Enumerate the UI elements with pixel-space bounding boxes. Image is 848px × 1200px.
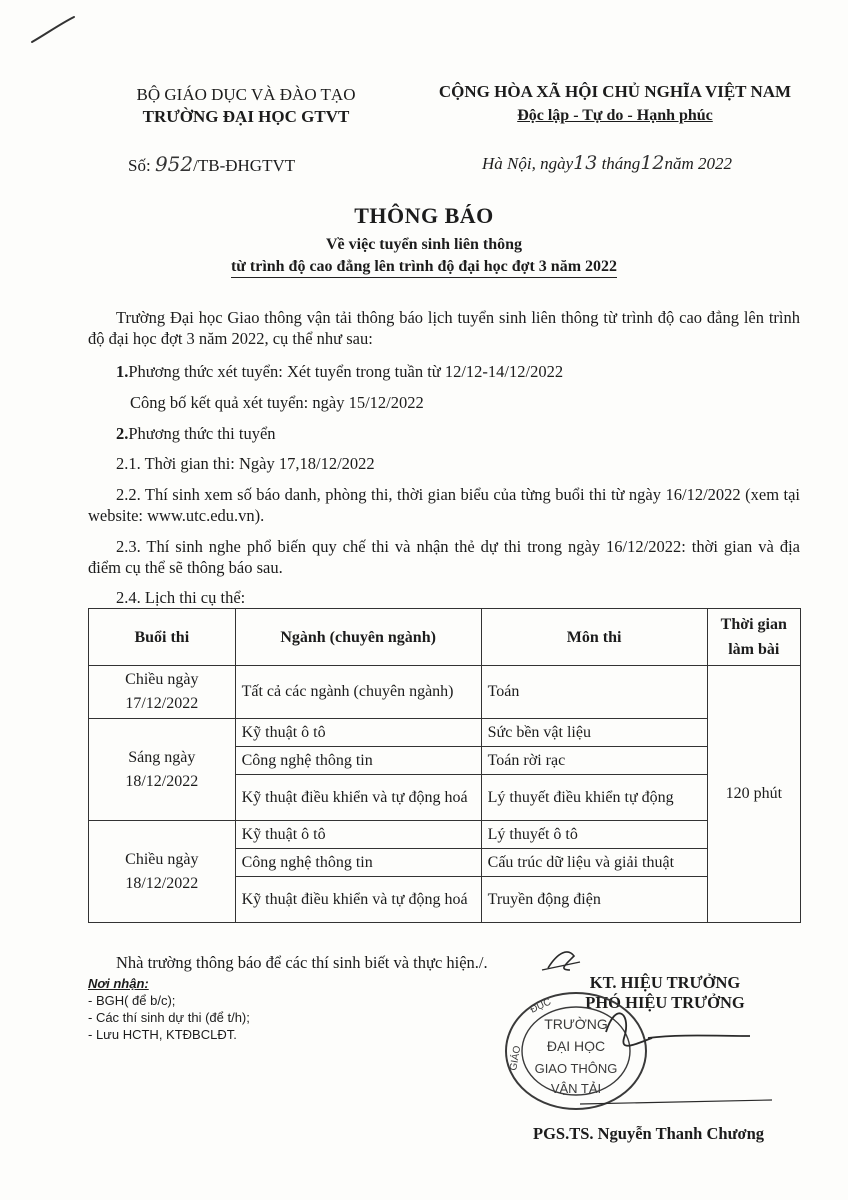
subject-cell: Toán [481,666,707,719]
table-row [89,821,801,849]
recipients-block [88,975,250,1043]
ministry-name: BỘ GIÁO DỤC VÀ ĐÀO TẠO [136,85,356,104]
item-1-result: Công bố kết quả xét tuyển: ngày 15/12/2022 [130,393,424,412]
table-header-row [89,609,801,666]
recipient-item: - Lưu HCTH, KTĐBCLĐT. [88,1027,237,1042]
major-cell: Kỹ thuật ô tô [235,821,481,849]
svg-text:VẬN TẢI: VẬN TẢI [550,1081,602,1096]
exam-schedule-table [88,608,801,923]
date-month: 12 [640,152,665,174]
subject-cell: Sức bền vật liệu [481,719,707,747]
subject-cell: Cấu trúc dữ liệu và giải thuật [481,849,707,877]
item-2-text: Phương thức thi tuyển [128,424,276,443]
intro-paragraph: Trường Đại học Giao thông vận tải thông báo lịch tuyển sinh liên thông từ trình độ cao đẳng lên trình độ đại học đợt 3 năm 2022, cụ thể như sau: [88,308,800,348]
col-header-subject: Môn thi [481,609,707,666]
svg-text:GIÁO: GIÁO [508,1044,524,1072]
document-subtitle-2 [0,258,848,276]
date-place: Hà Nội, ngày [482,154,574,173]
duration-cell: 120 phút [707,666,800,923]
item-2-number: 2. [116,424,129,443]
svg-text:ĐẠI HỌC: ĐẠI HỌC [546,1038,606,1054]
table-row [89,666,801,719]
major-cell: Kỹ thuật điều khiển và tự động hoá [235,775,481,821]
svg-text:GIAO THÔNG: GIAO THÔNG [534,1061,618,1076]
date-month-label: tháng [601,154,641,173]
item-1 [116,362,563,382]
university-name: TRƯỜNG ĐẠI HỌC GTVT [142,107,350,126]
document-number [128,152,295,176]
item-2-3: 2.3. Thí sinh nghe phổ biến quy chế thi và nhận thẻ dự thi trong ngày 16/12/2022: thời gian và địa điểm cụ thể sẽ thông báo sau. [88,537,800,577]
doc-no-prefix: Số: [128,156,151,175]
item-1-number: 1. [116,362,129,381]
recipient-item: - Các thí sinh dự thi (để t/h); [88,1010,250,1025]
national-heading [420,80,810,128]
handwritten-signature [540,940,800,1130]
date-year: năm 2022 [664,154,733,173]
subject-cell: Lý thuyết điều khiển tự động [481,775,707,821]
recipients-label: Nơi nhận: [88,976,149,991]
item-1-text: Phương thức xét tuyển: Xét tuyển trong tuần từ 12/12-14/12/2022 [128,362,564,381]
major-cell: Tất cả các ngành (chuyên ngành) [235,666,481,719]
date-day: 13 [573,152,598,174]
signature-line-1: KT. HIỆU TRƯỞNG [589,973,741,992]
doc-no-handwritten: 952 [154,152,194,176]
col-header-major: Ngành (chuyên ngành) [235,609,481,666]
subtitle-2-text: từ trình độ cao đẳng lên trình độ đại học đợt 3 năm 2022 [231,258,617,278]
signature-line-2: PHÓ HIỆU TRƯỞNG [585,993,745,1012]
major-cell: Kỹ thuật điều khiển và tự động hoá [235,877,481,923]
subject-cell: Lý thuyết ô tô [481,821,707,849]
subject-cell: Truyền động điện [481,877,707,923]
svg-text:TRƯỜNG: TRƯỜNG [544,1016,608,1032]
item-2 [116,424,276,444]
item-2-4: 2.4. Lịch thi cụ thể: [116,588,246,607]
major-cell: Công nghệ thông tin [235,849,481,877]
subject-cell: Toán rời rạc [481,747,707,775]
closing-sentence: Nhà trường thông báo để các thí sinh biết và thực hiện./. [116,953,488,972]
issue-date [482,152,732,174]
document-title: THÔNG BÁO [354,203,494,228]
major-cell: Công nghệ thông tin [235,747,481,775]
doc-no-suffix: /TB-ĐHGTVT [193,156,296,175]
table-row [89,719,801,747]
recipient-item: - BGH( để b/c); [88,993,176,1008]
col-header-session: Buổi thi [89,609,236,666]
svg-text:ĐỤC: ĐỤC [528,996,553,1016]
item-2-1: 2.1. Thời gian thi: Ngày 17,18/12/2022 [116,454,375,473]
signer-name: PGS.TS. Nguyễn Thanh Chương [533,1124,765,1143]
col-header-duration: Thời gian làm bài [707,609,800,666]
country-name: CỘNG HÒA XÃ HỘI CHỦ NGHĨA VIỆT NAM [438,82,792,101]
national-motto: Độc lập - Tự do - Hạnh phúc [517,107,713,124]
session-cell: Sáng ngày 18/12/2022 [89,719,236,821]
pen-mark [28,14,78,46]
item-2-2: 2.2. Thí sinh xem số báo danh, phòng thi, thời gian biểu của từng buổi thi từ ngày 16/12/2022 (xem tại website: www.utc.edu.vn). [88,485,800,525]
issuer-block [96,84,396,128]
document-subtitle-1: Về việc tuyển sinh liên thông [325,236,522,253]
session-cell: Chiều ngày 18/12/2022 [89,821,236,923]
session-cell: Chiều ngày 17/12/2022 [89,666,236,719]
major-cell: Kỹ thuật ô tô [235,719,481,747]
